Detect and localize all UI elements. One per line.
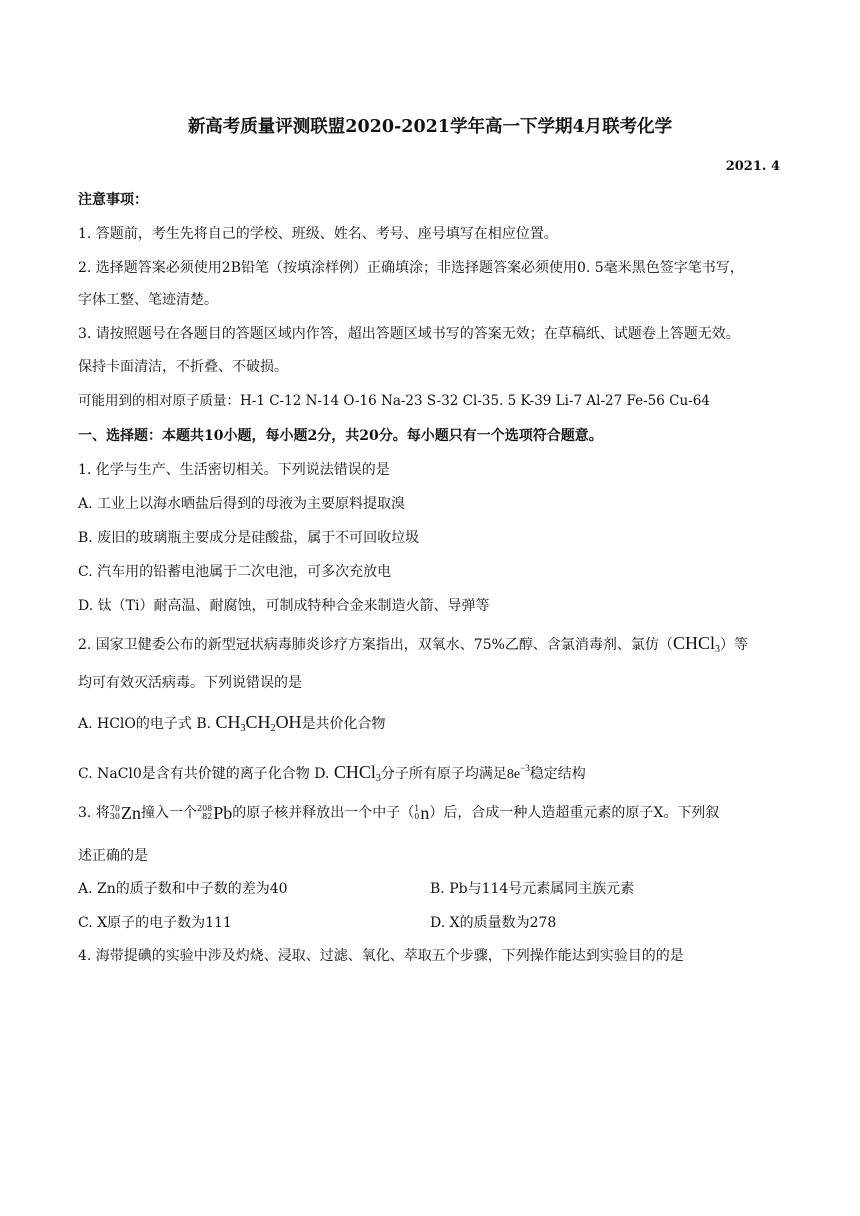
q3-option-d: D. X的质量数为278: [430, 915, 557, 931]
notice-item-3-cont: 保持卡面清洁，不折叠、不破损。: [78, 359, 288, 375]
q2-stem-cont: 均可有效灭活病毒。下列说错误的是: [78, 675, 302, 691]
neutron-symbol: n: [420, 803, 430, 823]
zn-symbol: Zn: [121, 803, 141, 823]
q4-stem: 4. 海带提碘的实验中涉及灼烧、浸取、过滤、氧化、萃取五个步骤，下列操作能达到实验目的的是: [78, 948, 684, 964]
chcl3-formula: [673, 633, 720, 653]
ethanol-part-1: CH: [215, 712, 241, 732]
q3-part-3: 的原子核并释放出一个中子（: [232, 805, 415, 821]
q2-option-d-tail: 稳定结构: [529, 766, 586, 782]
eight-electron-sup: −3: [520, 763, 530, 773]
q2-option-d-mid: 分子所有原子均满足: [380, 766, 507, 782]
ethanol-sub-2: 2: [270, 723, 276, 734]
q3-stem-cont: 述正确的是: [78, 848, 148, 864]
q2-option-a: A. HClO的电子式 B.: [78, 716, 212, 732]
q3-option-a: A. Zn的质子数和中子数的差为40: [78, 881, 288, 897]
q2-options-ab: [78, 712, 386, 739]
chcl3-d-base: CHCl: [333, 762, 376, 782]
q3-stem: [78, 803, 719, 823]
ethanol-part-2: CH: [245, 712, 271, 732]
ethanol-formula: [216, 712, 302, 732]
pb-atomic-number: 82: [202, 812, 213, 821]
chcl3-d-sub: 3: [375, 773, 381, 784]
eight-electron: [506, 763, 530, 782]
q3-part-1: 3. 将: [78, 805, 110, 821]
q3-option-c: C. X原子的电子数为111: [78, 915, 232, 931]
zn-atomic-number: 30: [109, 812, 120, 821]
q3-option-b: B. Pb与114号元素属同主族元素: [430, 881, 635, 897]
exam-date: 2021. 4: [725, 159, 780, 174]
q2-option-b-tail: 是共价化合物: [301, 716, 386, 732]
q1-option-c: C. 汽车用的铅蓄电池属于二次电池，可多次充放电: [78, 564, 392, 580]
notice-item-2: 2. 选择题答案必须使用2B铅笔（按填涂样例）正确填涂；非选择题答案必须使用0. 5毫米黑色签字笔书写，: [78, 260, 744, 276]
ethanol-sub-1: 3: [240, 723, 246, 734]
ethanol-part-3: OH: [275, 712, 302, 732]
q1-option-b: B. 废旧的玻璃瓶主要成分是硅酸盐，属于不可回收垃圾: [78, 530, 420, 546]
chcl3-sub: 3: [714, 644, 720, 655]
pb-symbol: Pb: [213, 803, 233, 823]
neutron-nuclide: [414, 803, 429, 823]
notice-item-3: 3. 请按照题号在各题目的答题区域内作答，超出答题区域书写的答案无效；在草稿纸、试题卷上答题无效。: [78, 326, 740, 342]
q1-stem: 1. 化学与生产、生活密切相关。下列说法错误的是: [78, 462, 390, 478]
q3-part-4: ）后，合成一种人造超重元素的原子X。下列叙: [429, 805, 720, 821]
notice-item-1: 1. 答题前，考生先将自己的学校、班级、姓名、考号、座号填写在相应位置。: [78, 226, 558, 242]
neutron-charge-number: 0: [414, 812, 420, 821]
zn-nuclide: [110, 803, 141, 823]
q1-option-a: A. 工业上以海水晒盐后得到的母液为主要原料提取溴: [78, 496, 406, 512]
section-heading: 一、选择题：本题共10小题，每小题2分，共20分。每小题只有一个选项符合题意。: [78, 428, 603, 444]
q2-stem-b: ）等: [719, 637, 748, 653]
notice-item-2-cont: 字体工整、笔迹清楚。: [78, 292, 218, 308]
q2-stem: [78, 633, 748, 660]
page-title: 新高考质量评测联盟2020-2021学年高一下学期4月联考化学: [187, 117, 673, 137]
q2-options-cd: [78, 758, 586, 789]
eight-electron-base: 8e: [506, 767, 521, 782]
chcl3-formula-d: [334, 762, 381, 782]
neutron-mass-number: 1: [414, 804, 420, 813]
zn-mass-number: 70: [109, 804, 120, 813]
chcl3-base: CHCl: [672, 633, 715, 653]
notice-heading: 注意事项：: [78, 192, 148, 208]
q3-part-2: 撞入一个: [141, 805, 197, 821]
q1-option-d: D. 钛（Ti）耐高温、耐腐蚀，可制成特种合金来制造火箭、导弹等: [78, 598, 490, 614]
q2-option-c: C. NaCl0是含有共价键的离子化合物 D.: [78, 766, 330, 782]
q2-stem-a: 2. 国家卫健委公布的新型冠状病毒肺炎诊疗方案指出，双氧水、75%乙醇、含氯消毒剂、氯仿（: [78, 637, 673, 653]
pb-nuclide: [197, 803, 232, 823]
pb-mass-number: 208: [197, 804, 213, 813]
atomic-masses: 可能用到的相对原子质量：H-1 C-12 N-14 O-16 Na-23 S-32 Cl-35. 5 K-39 Li-7 Al-27 Fe-56 Cu-64: [78, 393, 710, 409]
